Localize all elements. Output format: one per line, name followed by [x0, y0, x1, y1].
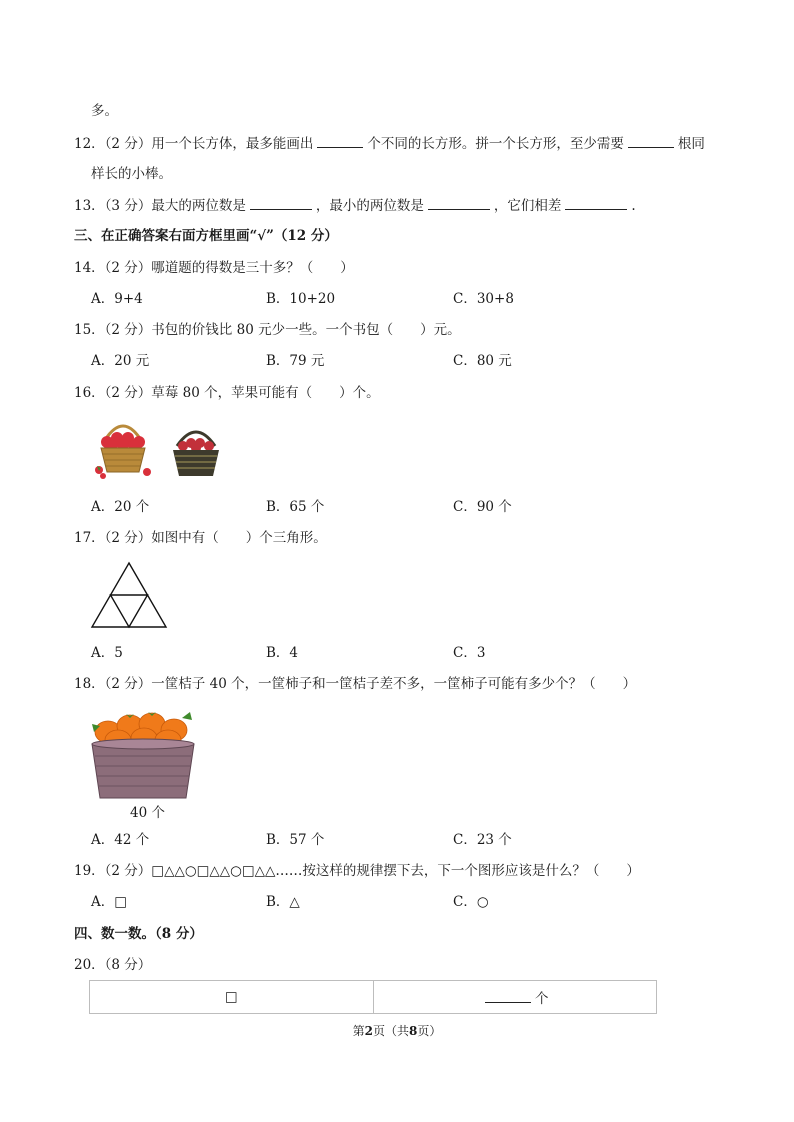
option-c[interactable]: C．3: [453, 645, 486, 661]
question-number: 13．: [74, 198, 105, 214]
question-14: 14．（2 分）哪道题的得数是三十多？（ ）: [74, 260, 354, 276]
option-a[interactable]: A．5: [91, 645, 123, 661]
question-15: 15．（2 分）书包的价钱比 80 元少一些。一个书包（ ）元。: [74, 322, 461, 338]
option-c[interactable]: C．30+8: [453, 291, 514, 307]
section-4-heading: 四、数一数。（8 分）: [74, 926, 203, 942]
continuation-text: 多。: [91, 103, 118, 119]
apple-basket-image: [169, 420, 223, 480]
question-text: ，最小的两位数是: [315, 198, 424, 214]
answer-blank[interactable]: [628, 133, 674, 148]
option-b[interactable]: B．10+20: [266, 291, 336, 307]
footer-text: 第: [352, 1024, 365, 1038]
footer-text: 页）: [417, 1024, 442, 1038]
answer-blank[interactable]: [250, 195, 312, 210]
question-text: 最大的两位数是: [151, 198, 246, 214]
page-footer: [0, 1022, 794, 1040]
image-caption: 40 个: [130, 805, 165, 821]
option-a[interactable]: A．□: [91, 894, 128, 910]
table-row: [90, 981, 657, 1014]
question-number: 12．: [74, 136, 105, 152]
footer-text: 页（共: [372, 1024, 409, 1038]
shape-cell: □: [90, 981, 374, 1014]
question-12: [74, 133, 705, 154]
question-text: 用一个长方体，最多能画出: [151, 136, 314, 152]
total-pages: 8: [409, 1024, 418, 1038]
persimmon-basket-image: [88, 704, 198, 802]
question-13: [74, 195, 636, 216]
question-text: ，它们相差: [493, 198, 562, 214]
question-16: 16．（2 分）草莓 80 个，苹果可能有（ ）个。: [74, 385, 380, 401]
triangle-figure: [90, 561, 168, 629]
section-3-heading: 三、在正确答案右面方框里画“√”（12 分）: [74, 228, 338, 244]
option-c[interactable]: C．80 元: [453, 353, 512, 369]
option-b[interactable]: B．65 个: [266, 499, 325, 515]
question-text: .: [631, 198, 636, 214]
answer-blank[interactable]: [565, 195, 627, 210]
answer-cell: [373, 981, 657, 1014]
question-text: 个不同的长方形。拼一个长方形，至少需要: [367, 136, 624, 152]
page-number: 2: [364, 1024, 373, 1038]
question-19: 19．（2 分）□△△○□△△○□△△……按这样的规律摆下去，下一个图形应该是什么？（ ）: [74, 863, 640, 879]
option-c[interactable]: C．23 个: [453, 832, 512, 848]
question-score: （2 分）: [104, 136, 152, 152]
option-b[interactable]: B．4: [266, 645, 299, 661]
question-score: （3 分）: [104, 198, 152, 214]
option-b[interactable]: B．79 元: [266, 353, 325, 369]
question-20: 20．（8 分）: [74, 957, 152, 973]
option-c[interactable]: C．○: [453, 894, 489, 910]
option-b[interactable]: B．57 个: [266, 832, 325, 848]
option-b[interactable]: B．△: [266, 894, 300, 910]
option-a[interactable]: A．20 元: [91, 353, 150, 369]
option-c[interactable]: C．90 个: [453, 499, 512, 515]
answer-blank[interactable]: [485, 988, 531, 1003]
option-a[interactable]: A．9+4: [91, 291, 143, 307]
question-12-line2: 样长的小棒。: [91, 166, 172, 182]
answer-blank[interactable]: [317, 133, 363, 148]
question-18: 18．（2 分）一筐桔子 40 个，一筐柿子和一筐桔子差不多，一筐柿子可能有多少个？（ ）: [74, 676, 637, 692]
unit-label: 个: [535, 991, 549, 1007]
counting-table: [89, 980, 657, 1014]
option-a[interactable]: A．42 个: [91, 832, 150, 848]
question-17: 17．（2 分）如图中有（ ）个三角形。: [74, 530, 327, 546]
answer-blank[interactable]: [428, 195, 490, 210]
question-text: 根同: [677, 136, 705, 152]
option-a[interactable]: A．20 个: [91, 499, 150, 515]
strawberry-basket-image: [93, 416, 153, 480]
